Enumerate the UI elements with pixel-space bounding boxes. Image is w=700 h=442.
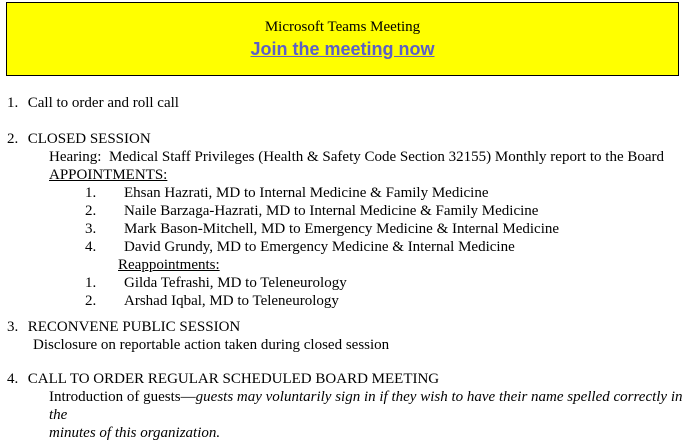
item-title: CALL TO ORDER REGULAR SCHEDULED BOARD MEETING bbox=[27, 371, 440, 387]
list-item-number: 4. bbox=[85, 239, 97, 255]
list-item-text: David Grundy, MD to Emergency Medicine & Internal Medicine bbox=[124, 239, 515, 255]
appointments-list bbox=[7, 184, 697, 256]
agenda-item-3 bbox=[7, 318, 697, 354]
list-item bbox=[85, 292, 697, 310]
guests-intro: Introduction of guests bbox=[49, 389, 181, 405]
item-description: Disclosure on reportable action taken during closed session bbox=[33, 337, 390, 353]
item-title: Call to order and roll call bbox=[27, 95, 179, 111]
list-item-number: 2. bbox=[85, 293, 97, 309]
guests-note-continued: minutes of this organization. bbox=[49, 425, 221, 441]
item-title: CLOSED SESSION bbox=[27, 131, 151, 147]
item-number: 1. bbox=[7, 95, 19, 111]
item-number: 4. bbox=[7, 371, 19, 387]
list-item-number: 1. bbox=[85, 185, 97, 201]
reappointments-list bbox=[7, 274, 697, 310]
list-item-number: 1. bbox=[85, 275, 97, 291]
list-item bbox=[85, 238, 697, 256]
list-item-text: Arshad Iqbal, MD to Teleneurology bbox=[124, 293, 339, 309]
appointments-heading: APPOINTMENTS: bbox=[49, 167, 168, 183]
banner-title: Microsoft Teams Meeting bbox=[264, 19, 421, 35]
hearing-line bbox=[7, 148, 697, 166]
hearing-rest: (Health & Safety Code Section 32155) Monthly report to the Board bbox=[258, 149, 665, 165]
agenda-item-2 bbox=[7, 130, 697, 310]
guests-line bbox=[7, 388, 697, 424]
agenda-item-4 bbox=[7, 370, 697, 442]
hearing-title: Medical Staff Privileges bbox=[108, 149, 255, 165]
teams-meeting-banner bbox=[6, 2, 679, 76]
list-item bbox=[85, 220, 697, 238]
list-item-text: Ehsan Hazrati, MD to Internal Medicine & Family Medicine bbox=[124, 185, 489, 201]
list-item-number: 3. bbox=[85, 221, 97, 237]
list-item bbox=[85, 184, 697, 202]
agenda-item-1 bbox=[7, 94, 697, 112]
list-item bbox=[85, 202, 697, 220]
list-item-text: Mark Bason-Mitchell, MD to Emergency Medicine & Internal Medicine bbox=[124, 221, 560, 237]
hearing-label: Hearing: bbox=[49, 149, 102, 165]
em-dash: — bbox=[180, 389, 196, 405]
guests-note: guests may voluntarily sign in if they wish to have their name spelled correctly in the bbox=[49, 389, 683, 423]
list-item-text: Gilda Tefrashi, MD to Teleneurology bbox=[124, 275, 347, 291]
item-title: RECONVENE PUBLIC SESSION bbox=[27, 319, 241, 335]
item-number: 2. bbox=[7, 131, 19, 147]
reappointments-heading: Reappointments: bbox=[118, 257, 220, 273]
join-meeting-link[interactable]: Join the meeting now bbox=[250, 39, 435, 59]
list-item-number: 2. bbox=[85, 203, 97, 219]
list-item-text: Naile Barzaga-Hazrati, MD to Internal Medicine & Family Medicine bbox=[124, 203, 539, 219]
item-number: 3. bbox=[7, 319, 19, 335]
list-item bbox=[85, 274, 697, 292]
